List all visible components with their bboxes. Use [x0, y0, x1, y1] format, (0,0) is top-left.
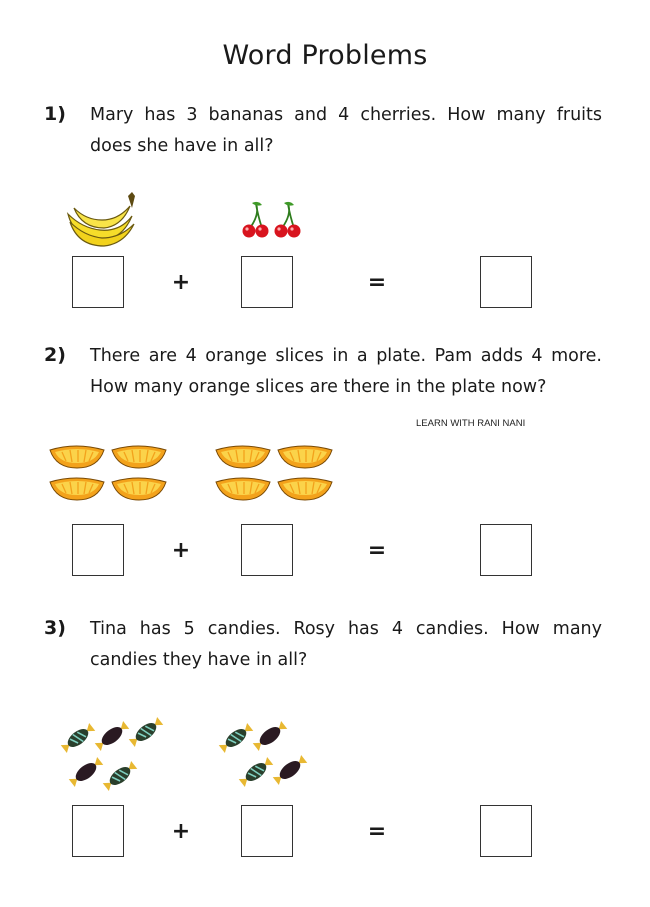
banana-icon	[60, 188, 138, 250]
answer-box-addend-1[interactable]	[72, 256, 124, 308]
equals-sign: =	[367, 819, 387, 844]
page-title: Word Problems	[222, 40, 428, 71]
orange-slice-icon	[48, 440, 170, 502]
answer-box-addend-2[interactable]	[241, 805, 293, 857]
problem-text-line-2: How many orange slices are there in the plate now?	[90, 377, 547, 397]
problem-number: 2)	[44, 344, 66, 366]
equals-sign: =	[367, 538, 387, 563]
cherries-icon	[238, 200, 304, 240]
answer-box-addend-2[interactable]	[241, 256, 293, 308]
problem-text-line-1: Mary has 3 bananas and 4 cherries. How many fruits	[90, 105, 602, 125]
answer-box-addend-1[interactable]	[72, 524, 124, 576]
problem-text-line-2: candies they have in all?	[90, 650, 308, 670]
plus-sign: +	[171, 270, 191, 295]
candy-icon	[56, 714, 170, 800]
answer-box-sum[interactable]	[480, 524, 532, 576]
problem-number: 3)	[44, 617, 66, 639]
answer-box-addend-1[interactable]	[72, 805, 124, 857]
equals-sign: =	[367, 270, 387, 295]
problem-text-line-1: Tina has 5 candies. Rosy has 4 candies. How many	[90, 619, 602, 639]
answer-box-addend-2[interactable]	[241, 524, 293, 576]
plus-sign: +	[171, 538, 191, 563]
problem-text-line-2: does she have in all?	[90, 136, 274, 156]
problem-text-line-1: There are 4 orange slices in a plate. Pam adds 4 more.	[90, 346, 602, 366]
answer-box-sum[interactable]	[480, 256, 532, 308]
answer-box-sum[interactable]	[480, 805, 532, 857]
orange-slice-icon	[214, 440, 336, 502]
problem-number: 1)	[44, 103, 66, 125]
watermark: LEARN WITH RANI NANI	[416, 418, 526, 429]
plus-sign: +	[171, 819, 191, 844]
candy-icon	[214, 714, 328, 800]
